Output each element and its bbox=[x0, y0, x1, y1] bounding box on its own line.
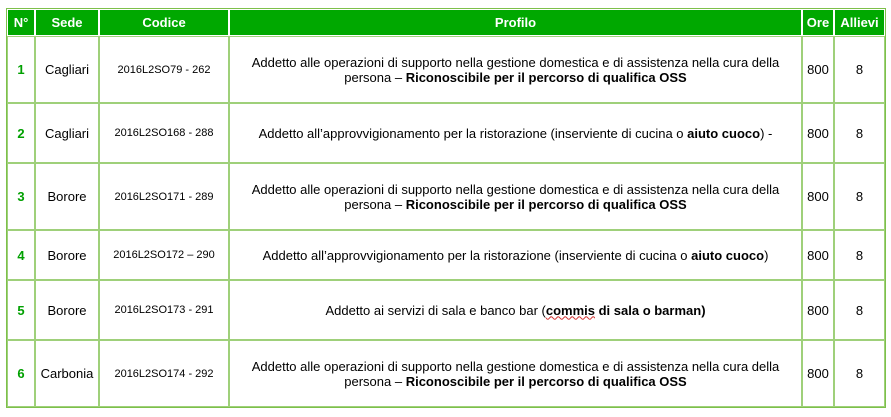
course-table bbox=[6, 8, 886, 408]
codice-cell: 2016L2SO172 – 290 bbox=[99, 230, 229, 280]
codice-cell: 2016L2SO171 - 289 bbox=[99, 163, 229, 230]
sede-cell: Borore bbox=[35, 163, 99, 230]
profilo-bold-text: Riconoscibile per il percorso di qualifica OSS bbox=[405, 373, 687, 389]
codice-cell: 2016L2SO174 - 292 bbox=[99, 340, 229, 407]
profilo-bold-text: Riconoscibile per il percorso di qualifica OSS bbox=[405, 196, 687, 212]
codice-cell: 2016L2SO79 - 262 bbox=[99, 36, 229, 103]
sede-cell: Cagliari bbox=[35, 103, 99, 163]
allievi-cell: 8 bbox=[834, 36, 885, 103]
allievi-cell: 8 bbox=[834, 340, 885, 407]
profilo-cell bbox=[229, 163, 802, 230]
profilo-bold-text: Riconoscibile per il percorso di qualifica OSS bbox=[405, 69, 687, 85]
row-number: 1 bbox=[7, 36, 35, 103]
profilo-cell bbox=[229, 280, 802, 340]
ore-cell: 800 bbox=[802, 163, 834, 230]
profilo-cell bbox=[229, 36, 802, 103]
ore-cell: 800 bbox=[802, 230, 834, 280]
profilo-cell bbox=[229, 103, 802, 163]
row-number: 3 bbox=[7, 163, 35, 230]
codice-cell: 2016L2SO173 - 291 bbox=[99, 280, 229, 340]
allievi-cell: 8 bbox=[834, 280, 885, 340]
header-num: N° bbox=[7, 9, 35, 36]
table-row bbox=[7, 103, 885, 163]
profilo-text: Addetto ai servizi di sala e banco bar ( bbox=[325, 302, 546, 318]
table-row bbox=[7, 163, 885, 230]
sede-cell: Carbonia bbox=[35, 340, 99, 407]
profilo-cell bbox=[229, 340, 802, 407]
spellcheck-word: commis bbox=[545, 302, 595, 318]
row-number: 5 bbox=[7, 280, 35, 340]
row-number: 2 bbox=[7, 103, 35, 163]
profilo-text-end: ) - bbox=[760, 125, 773, 141]
profilo-bold-text: di sala o barman) bbox=[595, 302, 706, 318]
profilo-text: Addetto alle operazioni di supporto nella gestione domestica e di assistenza nella cura della persona – bbox=[251, 181, 780, 212]
header-codice: Codice bbox=[99, 9, 229, 36]
sede-cell: Cagliari bbox=[35, 36, 99, 103]
profilo-text: Addetto alle operazioni di supporto nella gestione domestica e di assistenza nella cura della persona – bbox=[251, 54, 780, 85]
ore-cell: 800 bbox=[802, 36, 834, 103]
header-allievi: Allievi bbox=[834, 9, 885, 36]
table-row bbox=[7, 36, 885, 103]
profilo-cell bbox=[229, 230, 802, 280]
table-row bbox=[7, 230, 885, 280]
profilo-text: Addetto all’approvvigionamento per la ristorazione (inserviente di cucina o bbox=[262, 247, 692, 263]
header-profilo: Profilo bbox=[229, 9, 802, 36]
allievi-cell: 8 bbox=[834, 163, 885, 230]
table-row bbox=[7, 340, 885, 407]
table-row bbox=[7, 280, 885, 340]
profilo-text: Addetto all’approvvigionamento per la ristorazione (inserviente di cucina o bbox=[258, 125, 688, 141]
header-row bbox=[7, 9, 885, 36]
codice-cell: 2016L2SO168 - 288 bbox=[99, 103, 229, 163]
ore-cell: 800 bbox=[802, 280, 834, 340]
profilo-bold-text: aiuto cuoco bbox=[691, 247, 765, 263]
ore-cell: 800 bbox=[802, 340, 834, 407]
header-sede: Sede bbox=[35, 9, 99, 36]
allievi-cell: 8 bbox=[834, 230, 885, 280]
ore-cell: 800 bbox=[802, 103, 834, 163]
sede-cell: Borore bbox=[35, 230, 99, 280]
profilo-text-end: ) bbox=[764, 247, 769, 263]
sede-cell: Borore bbox=[35, 280, 99, 340]
allievi-cell: 8 bbox=[834, 103, 885, 163]
header-ore: Ore bbox=[802, 9, 834, 36]
profilo-text: Addetto alle operazioni di supporto nella gestione domestica e di assistenza nella cura della persona – bbox=[251, 358, 780, 389]
row-number: 6 bbox=[7, 340, 35, 407]
row-number: 4 bbox=[7, 230, 35, 280]
profilo-bold-text: aiuto cuoco bbox=[687, 125, 761, 141]
